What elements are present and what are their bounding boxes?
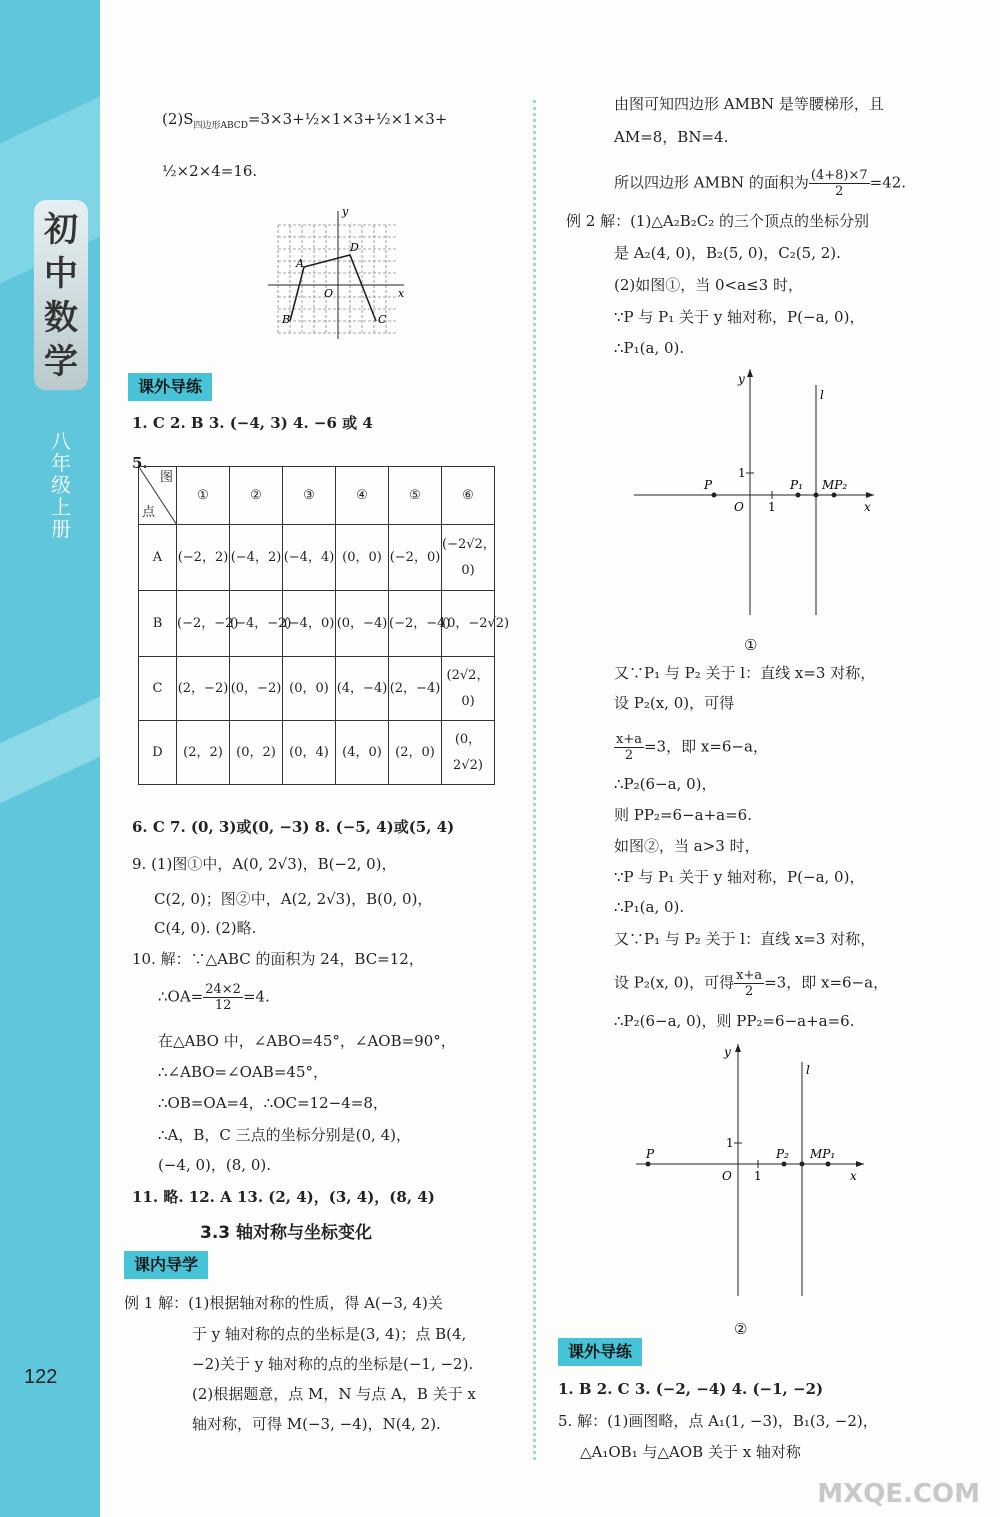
table-row — [139, 525, 495, 591]
area-text: 所以四边形 AMBN 的面积为 — [614, 173, 809, 192]
sidebar — [0, 0, 100, 1517]
table-cell: (2，−4) — [389, 657, 442, 721]
row-label: A — [139, 525, 177, 591]
figure-2 — [632, 1040, 872, 1302]
sidebar-decoration — [0, 697, 100, 804]
fraction — [614, 732, 644, 763]
example-1-line3: −2)关于 y 轴对称的点的坐标是(−1, −2). — [192, 1355, 474, 1373]
example-2-line14: 又∵P₁ 与 P₂ 关于 l：直线 x=3 对称， — [614, 930, 876, 948]
example-1-line2: 于 y 轴对称的点的坐标是(3, 4)；点 B(4, — [192, 1325, 467, 1343]
table-corner-bottom: 点 — [142, 505, 156, 520]
example-2-line5: ∴P₁(a, 0). — [614, 339, 685, 357]
fig1-b: B — [282, 313, 291, 326]
oa-result: =4. — [242, 987, 270, 1006]
fig3-p2: P₂ — [776, 1147, 789, 1161]
table-cell: (0，2) — [230, 721, 283, 785]
section-box-2: 课内导学 — [124, 1251, 208, 1279]
fig2-mp2: MP₂ — [822, 478, 848, 492]
answer-r-1-4: 1. B 2. C 3. (−2, −4) 4. (−1, −2) — [558, 1380, 824, 1398]
fig2-one-x: 1 — [768, 500, 776, 514]
table-row — [139, 721, 495, 785]
table-cell: (0，2√2) — [442, 721, 495, 785]
fig3-one-y: 1 — [726, 1136, 734, 1150]
table-cell: (−4，4) — [283, 525, 336, 591]
example-2-line11: 如图②，当 a>3 时， — [614, 837, 760, 855]
fig2-l: l — [820, 388, 824, 402]
answer-9-line2: C(2, 0)；图②中，A(2, 2√3)，B(0, 0)， — [154, 890, 433, 908]
fig2-x: x — [864, 500, 871, 514]
table-cell: (2√2，0) — [442, 657, 495, 721]
answer-9-line1: 9. (1)图①中，A(0, 2√3)，B(−2, 0)， — [132, 855, 397, 873]
example-2-line8 — [614, 732, 768, 763]
example-2-line12: ∵P 与 P₁ 关于 y 轴对称，P(−a, 0)， — [614, 868, 865, 886]
fig3-o: O — [722, 1169, 732, 1183]
page-number: 122 — [24, 1366, 58, 1388]
answer-10-line6: ∴A，B，C 三点的坐标分别是(0, 4)， — [158, 1126, 411, 1144]
fig1-y: y — [342, 205, 349, 218]
answer-r-5-line1: 5. 解：(1)画图略，点 A₁(1, −3)，B₁(3, −2)， — [558, 1412, 878, 1430]
fraction-num: x+a — [616, 732, 642, 747]
answer-11-13: 11. 略. 12. A 13. (2, 4)，(3, 4)，(8, 4) — [132, 1188, 435, 1206]
fig3-one-x: 1 — [754, 1169, 762, 1183]
fig3-y: y — [724, 1045, 731, 1059]
table-row — [139, 591, 495, 657]
fraction-den: 12 — [214, 998, 232, 1013]
table-cell: (0，−2√2) — [442, 591, 495, 657]
table-cell: (0，0) — [336, 525, 389, 591]
fig3-l: l — [806, 1063, 810, 1077]
table-cell: (0，−4) — [336, 591, 389, 657]
figure-quadrilateral — [268, 205, 408, 345]
fraction-num: (4+8)×7 — [810, 168, 868, 183]
right-line3 — [614, 168, 906, 199]
table-header: ③ — [283, 467, 336, 525]
table-cell: (2，−2) — [177, 657, 230, 721]
row-label: D — [139, 721, 177, 785]
example-2-line6: 又∵P₁ 与 P₂ 关于 l：直线 x=3 对称， — [614, 664, 876, 682]
area-s: (2)S — [162, 110, 194, 128]
table-header: ② — [230, 467, 283, 525]
section-box-1: 课外导练 — [128, 373, 212, 401]
table-cell: (0，0) — [283, 657, 336, 721]
answer-1-4: 1. C 2. B 3. (−4, 3) 4. −6 或 4 — [132, 414, 373, 432]
fig2-y: y — [738, 372, 745, 386]
table-corner — [139, 467, 177, 525]
fig2-one-y: 1 — [738, 466, 746, 480]
fig1-a: A — [296, 257, 304, 270]
table-cell: (4，−4) — [336, 657, 389, 721]
fraction — [203, 982, 243, 1013]
table-corner-top: 图 — [159, 470, 173, 485]
table-cell: (−4，0) — [283, 591, 336, 657]
fig1-x: x — [398, 287, 405, 300]
table-row — [139, 657, 495, 721]
figure-1 — [630, 365, 880, 620]
table-cell: (2，0) — [389, 721, 442, 785]
fig1-o: O — [324, 287, 334, 300]
answer-10-line1: 10. 解：∵△ABC 的面积为 24，BC=12， — [132, 950, 424, 968]
right-line1: 由图可知四边形 AMBN 是等腰梯形，且 — [614, 95, 884, 113]
fraction — [809, 168, 870, 199]
area-formula — [162, 110, 447, 135]
table-cell: (0，−2) — [230, 657, 283, 721]
answer-6-8: 6. C 7. (0, 3)或(0, −3) 8. (−5, 4)或(5, 4) — [132, 818, 455, 836]
answer-10-line7: (−4, 0)，(8, 0). — [158, 1156, 271, 1174]
example-2-line10: 则 PP₂=6−a+a=6. — [614, 806, 752, 824]
area-sub: 四边形ABCD — [193, 121, 248, 131]
example-2-line4: ∵P 与 P₁ 关于 y 轴对称，P(−a, 0)， — [614, 308, 865, 326]
answer-10-line3: 在△ABO 中，∠ABO=45°，∠AOB=90°， — [158, 1032, 456, 1050]
example-1-line5: 轴对称，可得 M(−3, −4)，N(4, 2). — [192, 1415, 441, 1433]
example-2-line7: 设 P₂(x, 0)，可得 — [614, 694, 735, 712]
row-label: B — [139, 591, 177, 657]
oa-eq: ∴OA= — [158, 987, 204, 1006]
fig3-x: x — [850, 1169, 857, 1183]
table-cell: (4，0) — [336, 721, 389, 785]
example-2-line3: (2)如图①，当 0<a≤3 时， — [614, 276, 803, 294]
example-2-line13: ∴P₁(a, 0). — [614, 898, 685, 916]
fig1-d: D — [350, 241, 359, 254]
coordinate-table — [138, 466, 510, 785]
grade-label: 八年级上册 — [51, 429, 71, 541]
equation-result: =3，即 x=6−a， — [764, 973, 889, 992]
question-5-label: 5. — [132, 454, 148, 472]
table-header: ④ — [336, 467, 389, 525]
table-cell: (−2，2) — [177, 525, 230, 591]
answer-10-line5: ∴OB=OA=4，∴OC=12−4=8， — [158, 1094, 388, 1112]
watermark: MXQE.COM — [817, 1479, 980, 1509]
example-1-line1: 例 1 解：(1)根据轴对称的性质，得 A(−3, 4)关 — [124, 1294, 443, 1312]
area-formula-2: ½×2×4=16. — [162, 162, 258, 180]
table-cell: (−2，−4) — [389, 591, 442, 657]
equation-result: =3，即 x=6−a， — [643, 737, 768, 756]
column-divider — [533, 100, 536, 1460]
fig1-c: C — [378, 313, 387, 326]
table-cell: (0，4) — [283, 721, 336, 785]
table-cell: (−2，0) — [389, 525, 442, 591]
example-2-line9: ∴P₂(6−a, 0)， — [614, 775, 717, 793]
fraction-den: 2 — [835, 184, 844, 199]
figure-1-caption: ① — [744, 636, 758, 654]
area-rest: =3×3+½×1×3+½×1×3+ — [247, 110, 448, 128]
area-result: =42. — [869, 173, 907, 192]
answer-9-line3: C(4, 0). (2)略. — [154, 919, 257, 937]
table-cell: (−2√2，0) — [442, 525, 495, 591]
right-line2: AM=8，BN=4. — [614, 128, 729, 146]
answer-10-line2 — [158, 982, 270, 1013]
table-header: ① — [177, 467, 230, 525]
section-title: 3.3 轴对称与坐标变化 — [200, 1223, 373, 1243]
section-box-3: 课外导练 — [558, 1338, 642, 1366]
example-2-line2: 是 A₂(4, 0)，B₂(5, 0)，C₂(5, 2). — [614, 244, 841, 262]
fig3-p: P — [646, 1147, 655, 1161]
example-2-line15 — [614, 968, 888, 999]
table-cell: (−2，−2) — [177, 591, 230, 657]
fraction — [734, 968, 764, 999]
row-label: C — [139, 657, 177, 721]
table-cell: (−4，−2) — [230, 591, 283, 657]
book-title: 初中数学 — [34, 200, 88, 390]
answer-r-5-line2: △A₁OB₁ 与△AOB 关于 x 轴对称 — [580, 1443, 801, 1461]
fraction-den: 2 — [744, 984, 754, 999]
table-header: ⑤ — [389, 467, 442, 525]
answer-10-line4: ∴∠ABO=∠OAB=45°， — [158, 1063, 328, 1081]
example-2-line16: ∴P₂(6−a, 0)，则 PP₂=6−a+a=6. — [614, 1012, 855, 1030]
fraction-num: 24×2 — [205, 982, 241, 997]
fig3-mp1: MP₁ — [810, 1147, 836, 1161]
example-1-line4: (2)根据题意，点 M，N 与点 A，B 关于 x — [192, 1385, 476, 1403]
fig2-o: O — [734, 500, 744, 514]
table-header: ⑥ — [442, 467, 495, 525]
set-p2: 设 P₂(x, 0)，可得 — [614, 973, 735, 992]
example-2-line1: 例 2 解：(1)△A₂B₂C₂ 的三个顶点的坐标分别 — [566, 212, 870, 230]
fig2-p: P — [704, 478, 713, 492]
table-cell: (−4，2) — [230, 525, 283, 591]
table-cell: (2，2) — [177, 721, 230, 785]
fraction-num: x+a — [736, 968, 763, 983]
fraction-den: 2 — [624, 748, 634, 763]
figure-2-caption: ② — [734, 1320, 748, 1338]
fig2-p1: P₁ — [790, 478, 803, 492]
